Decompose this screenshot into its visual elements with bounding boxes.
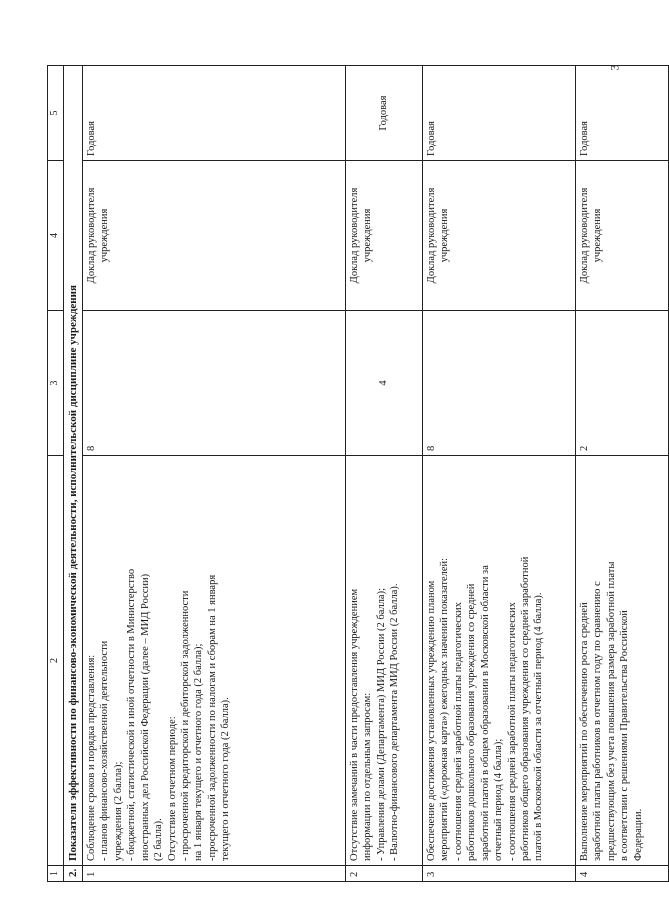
section-title: Показатели эффективности по финансово-экономической деятельности, исполнительской дисциплине учреждения [63, 66, 82, 866]
points-cell: 4 [345, 311, 422, 456]
description-line: заработной платой в общем образовании в Московской области за [479, 565, 491, 861]
description-line: - бюджетной, статистической и иной отчетности в Министерство [126, 568, 138, 861]
indicator-description [82, 456, 345, 866]
description-line: - просроченной кредиторской и дебиторской задолженности [179, 590, 191, 861]
description-line: -просроченной задолженности по налогам и сборам на 1 января [206, 574, 218, 861]
description-line: - планов финансово-хозяйственной деятельности [99, 640, 111, 861]
source-cell: Доклад руководителя учреждения [82, 161, 345, 311]
description-line: текущего и отчетного года (2 балла). [220, 697, 232, 861]
indicator-description [422, 456, 575, 866]
header-cell-2: 2 [48, 456, 64, 866]
indicator-description [345, 456, 422, 866]
source-cell: Доклад руководителя учреждения [575, 161, 668, 311]
description-line: работников общего образования учреждения со средней заработной [519, 556, 531, 861]
header-row [48, 66, 64, 882]
description-line: отчетный период (4 балла); [493, 738, 505, 861]
description-line: (2 балла). [153, 818, 165, 861]
source-cell: Доклад руководителя учреждения [422, 161, 575, 311]
table-row [575, 66, 668, 882]
description-line: Обеспечение достижения установленных учреждению планом [425, 580, 437, 861]
description-line: Отсутствие в отчетном периоде: [166, 716, 178, 861]
description-line: информации по отдельным запросам: [362, 692, 374, 861]
points-cell: 8 [422, 311, 575, 456]
table-row [345, 66, 422, 882]
source-cell: Доклад руководителя учреждения [345, 161, 422, 311]
description-line: Выполнение мероприятий по обеспечению роста средней [578, 602, 590, 861]
period-cell: Годовая [575, 66, 668, 161]
table-row [422, 66, 575, 882]
description-line: Федерации. [632, 808, 644, 861]
description-line: в соответствии с решениями Правительства Российской [619, 610, 631, 861]
period-cell: Годовая [82, 66, 345, 161]
header-cell-1: 1 [48, 866, 64, 882]
description-line: заработной платы работников в отчетном году по сравнению с [592, 581, 604, 861]
period-cell: Годовая [422, 66, 575, 161]
section-row [63, 66, 82, 882]
header-cell-3: 3 [48, 311, 64, 456]
description-line: учреждения (2 балла); [112, 761, 124, 861]
indicators-table [47, 65, 669, 882]
points-cell: 8 [82, 311, 345, 456]
row-number: 2 [345, 866, 422, 882]
description-line: - Управления делами (Департамента) МИД России (2 балла); [375, 587, 387, 861]
header-cell-4: 4 [48, 161, 64, 311]
header-cell-5: 5 [48, 66, 64, 161]
description-line: платой в Московской области за отчетный период (4 балла). [533, 592, 545, 861]
row-number: 1 [82, 866, 345, 882]
description-line: - Валютно-финансового департамента МИД России (2 балла). [389, 583, 401, 861]
table-row [82, 66, 345, 882]
description-line: - соотношения средней заработной платы педагогических [452, 602, 464, 861]
description-line: иностранных дел Российской Федерации (далее – МИД России) [139, 573, 151, 861]
description-line: предшествующим без учета повышения размера заработной платы [605, 561, 617, 861]
indicators-table-rotated [47, 66, 644, 882]
description-line: Отсутствие замечаний в части предоставления учреждением [348, 588, 360, 861]
description-line: - соотношения средней заработной платы педагогических [506, 602, 518, 861]
description-line: Соблюдение сроков и порядка представления: [85, 654, 97, 861]
description-line: работников дошкольного образования учреждения со средней [466, 583, 478, 861]
row-number: 4 [575, 866, 668, 882]
points-cell: 2 [575, 311, 668, 456]
row-number: 3 [422, 866, 575, 882]
description-line: на 1 января текущего и отчетного года (2 балла); [193, 643, 205, 861]
page-number: 3 [607, 64, 622, 71]
section-number: 2. [63, 866, 82, 882]
description-line: мероприятий («дорожная карта») ежегодных значений показателей: [439, 557, 451, 861]
indicator-description [575, 456, 668, 866]
period-cell: Годовая [345, 66, 422, 161]
